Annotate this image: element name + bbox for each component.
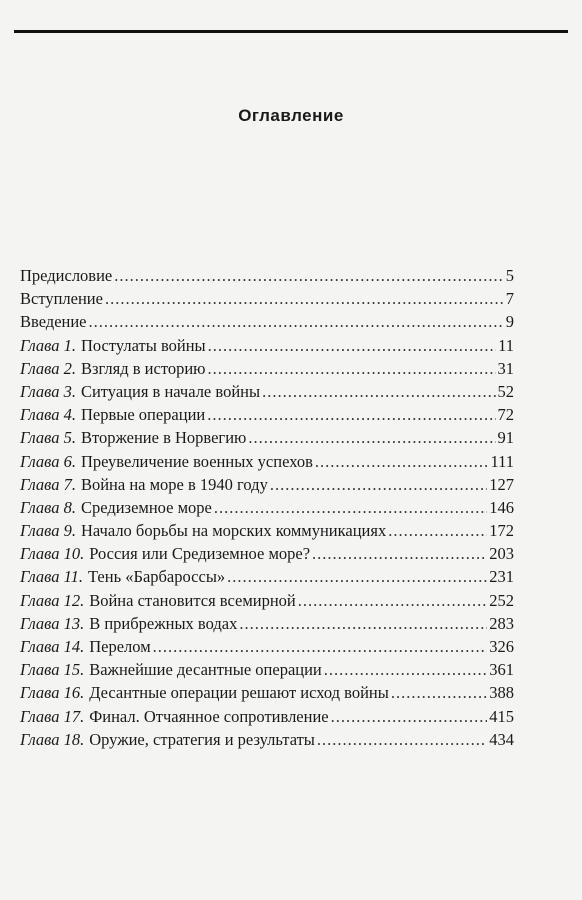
toc-entry (20, 658, 514, 681)
toc-leader-dots (262, 380, 495, 403)
toc-page-number: 91 (497, 428, 514, 448)
toc-page-number: 9 (505, 312, 514, 332)
toc-entry-title: Первые операции (80, 405, 206, 425)
toc-entry-title: Постулаты войны (80, 335, 206, 355)
toc-entry-title: Предисловие (20, 266, 113, 285)
toc-entry (20, 589, 514, 612)
toc-page-number: 203 (489, 544, 514, 564)
toc-leader-dots (105, 287, 504, 310)
toc-entry-title: Введение (20, 312, 87, 332)
toc-leader-dots (114, 264, 504, 287)
toc-entry (20, 681, 514, 704)
toc-entry-title: Перелом (89, 637, 151, 656)
toc-chapter-label: Глава 8. (20, 497, 76, 517)
toc-chapter-label: Глава 3. (20, 381, 76, 401)
toc-leader-dots (207, 403, 495, 426)
toc-entry (20, 542, 514, 565)
toc-entry (20, 473, 514, 496)
toc-chapter-label: Глава 16. (20, 683, 85, 703)
toc-page-number: 283 (489, 613, 514, 633)
toc-page-number: 7 (505, 289, 514, 309)
toc-chapter-label: Глава 15. (20, 660, 85, 680)
toc-entry-title: Начало борьбы на морских коммуникациях (80, 521, 387, 541)
toc-chapter-label: Глава 5. (20, 428, 76, 448)
toc-chapter-label: Глава 14. (20, 637, 85, 656)
toc-chapter-label: Глава 18. (20, 729, 85, 749)
toc-chapter-label: Глава 1. (20, 335, 76, 355)
toc-chapter-label: Глава 6. (20, 451, 76, 471)
toc-entry (20, 565, 514, 588)
toc-page-number: 31 (497, 358, 514, 378)
toc-page-number: 326 (489, 637, 514, 656)
toc-leader-dots (270, 473, 487, 496)
toc-entry-title: Важнейшие десантные операции (89, 660, 322, 680)
toc-chapter-label: Глава 7. (20, 474, 76, 494)
toc-entry (20, 264, 514, 287)
toc-entry (20, 334, 514, 357)
page-title: Оглавление (238, 106, 344, 125)
toc-page-number: 252 (489, 590, 514, 610)
toc-chapter-label: Глава 10. (20, 544, 85, 564)
toc-entry (20, 380, 514, 403)
toc-leader-dots (208, 334, 496, 357)
toc-page-number: 415 (489, 706, 514, 726)
toc-page-number: 388 (489, 683, 514, 703)
toc-entry (20, 310, 514, 333)
toc-entry-title: Финал. Отчаянное сопротивление (89, 706, 329, 726)
toc-leader-dots (227, 565, 487, 588)
toc-chapter-label: Глава 12. (20, 590, 85, 610)
toc-leader-dots (207, 357, 495, 380)
table-of-contents (20, 264, 514, 751)
toc-page-number: 5 (505, 266, 514, 285)
toc-entry (20, 496, 514, 519)
toc-entry-title: Средиземное море (80, 497, 212, 517)
toc-entry (20, 426, 514, 449)
toc-leader-dots (317, 728, 487, 751)
toc-entry (20, 728, 514, 751)
toc-leader-dots (153, 635, 488, 658)
toc-entry (20, 519, 514, 542)
toc-page-number: 434 (489, 729, 514, 749)
toc-page-number: 127 (489, 474, 514, 494)
toc-chapter-label: Глава 2. (20, 358, 76, 378)
toc-leader-dots (214, 496, 487, 519)
toc-leader-dots (324, 658, 487, 681)
toc-leader-dots (391, 681, 487, 704)
toc-entry-title: В прибрежных водах (89, 613, 238, 633)
toc-leader-dots (315, 450, 489, 473)
toc-leader-dots (331, 705, 488, 728)
toc-entry-title: Вторжение в Норвегию (80, 428, 247, 448)
toc-entry-title: Десантные операции решают исход войны (89, 683, 389, 703)
toc-entry-title: Взгляд в историю (80, 358, 206, 378)
toc-page-number: 172 (489, 521, 514, 541)
toc-chapter-label: Глава 4. (20, 405, 76, 425)
toc-entry-title: Преувеличение военных успехов (80, 451, 313, 471)
toc-entry (20, 287, 514, 310)
toc-page-number: 111 (490, 451, 514, 471)
toc-page-number: 231 (489, 567, 514, 587)
toc-chapter-label: Глава 11. (20, 567, 83, 587)
toc-page-number: 361 (489, 660, 514, 680)
toc-page-number: 11 (498, 335, 514, 355)
top-rule (14, 30, 568, 33)
toc-page-number: 52 (497, 381, 514, 401)
toc-leader-dots (239, 612, 487, 635)
toc-entry-title: Война становится всемирной (89, 590, 296, 610)
toc-page-number: 72 (497, 405, 514, 425)
toc-entry-title: Оружие, стратегия и результаты (89, 729, 315, 749)
toc-leader-dots (388, 519, 487, 542)
toc-entry-title: Ситуация в начале войны (80, 381, 261, 401)
toc-chapter-label: Глава 13. (20, 613, 85, 633)
toc-page-number: 146 (489, 497, 514, 517)
toc-leader-dots (89, 310, 504, 333)
toc-entry (20, 450, 514, 473)
toc-leader-dots (248, 426, 495, 449)
toc-leader-dots (312, 542, 487, 565)
toc-entry (20, 403, 514, 426)
toc-leader-dots (298, 589, 487, 612)
toc-entry (20, 612, 514, 635)
toc-entry-title: Тень «Барбароссы» (87, 567, 226, 587)
toc-entry (20, 357, 514, 380)
toc-entry (20, 705, 514, 728)
toc-chapter-label: Глава 17. (20, 706, 85, 726)
toc-entry-title: Россия или Средиземное море? (89, 544, 311, 564)
toc-entry (20, 635, 514, 658)
toc-entry-title: Вступление (20, 289, 103, 309)
toc-entry-title: Война на море в 1940 году (80, 474, 268, 494)
toc-chapter-label: Глава 9. (20, 521, 76, 541)
